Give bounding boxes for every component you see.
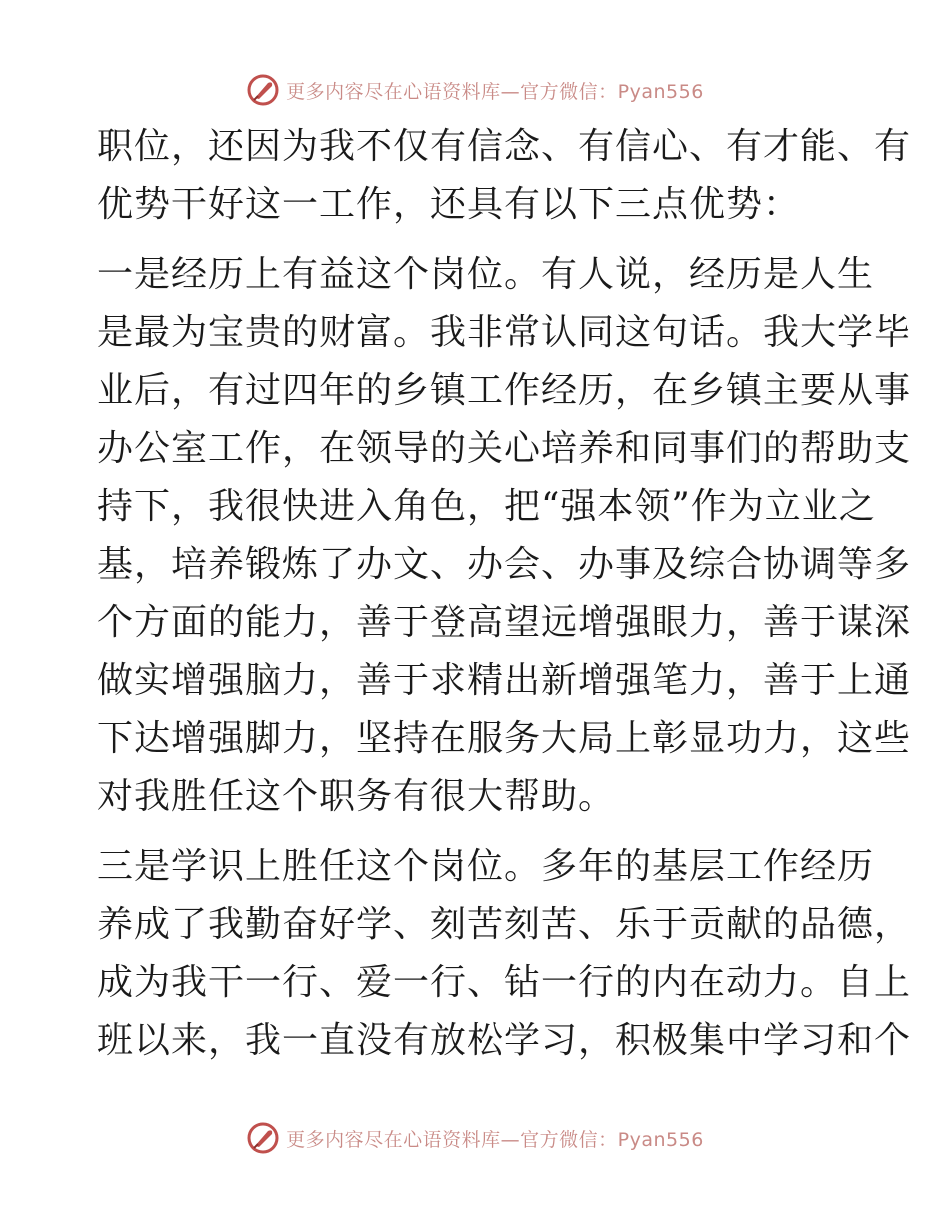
text-line: 办公室工作，在领导的关心培养和同事们的帮助支 [97,428,912,469]
text-line: 个方面的能力，善于登高望远增强眼力，善于谋深 [97,602,912,643]
text-line: 职位，还因为我不仅有信念、有信心、有才能、有 [97,126,912,167]
feather-pen-circle-icon [246,73,280,107]
header-banner [0,70,950,110]
text-line: 对我胜任这个职务有很大帮助。 [97,776,616,817]
text-line: 下达增强脚力，坚持在服务大局上彰显功力，这些 [97,718,912,759]
text-line: 班以来，我一直没有放松学习，积极集中学习和个 [97,1020,912,1061]
text-line: 做实增强脑力，善于求精出新增强笔力，善于上通 [97,660,912,701]
text-line: 业后，有过四年的乡镇工作经历，在乡镇主要从事 [97,370,912,411]
text-line: 一是经历上有益这个岗位。有人说，经历是人生 [97,254,875,295]
text-line: 持下，我很快进入角色，把“强本领”作为立业之 [97,486,876,527]
feather-pen-circle-icon [246,1121,280,1155]
text-line: 基，培养锻炼了办文、办会、办事及综合协调等多 [97,544,912,585]
footer-banner-text: 更多内容尽在心语资料库—官方微信：Pyan556 [286,1128,704,1151]
paragraph [97,118,912,234]
text-line: 养成了我勤奋好学、刻苦刻苦、乐于贡献的品德， [97,904,912,945]
document-body [97,118,912,1082]
text-line: 是最为宝贵的财富。我非常认同这句话。我大学毕 [97,312,912,353]
text-line: 三是学识上胜任这个岗位。多年的基层工作经历 [97,846,875,887]
text-line: 成为我干一行、爱一行、钻一行的内在动力。自上 [97,962,912,1003]
paragraph [97,246,912,826]
header-banner-text: 更多内容尽在心语资料库—官方微信：Pyan556 [286,80,704,103]
paragraph [97,838,912,1070]
text-line: 优势干好这一工作，还具有以下三点优势： [97,184,801,225]
footer-banner [0,1118,950,1158]
